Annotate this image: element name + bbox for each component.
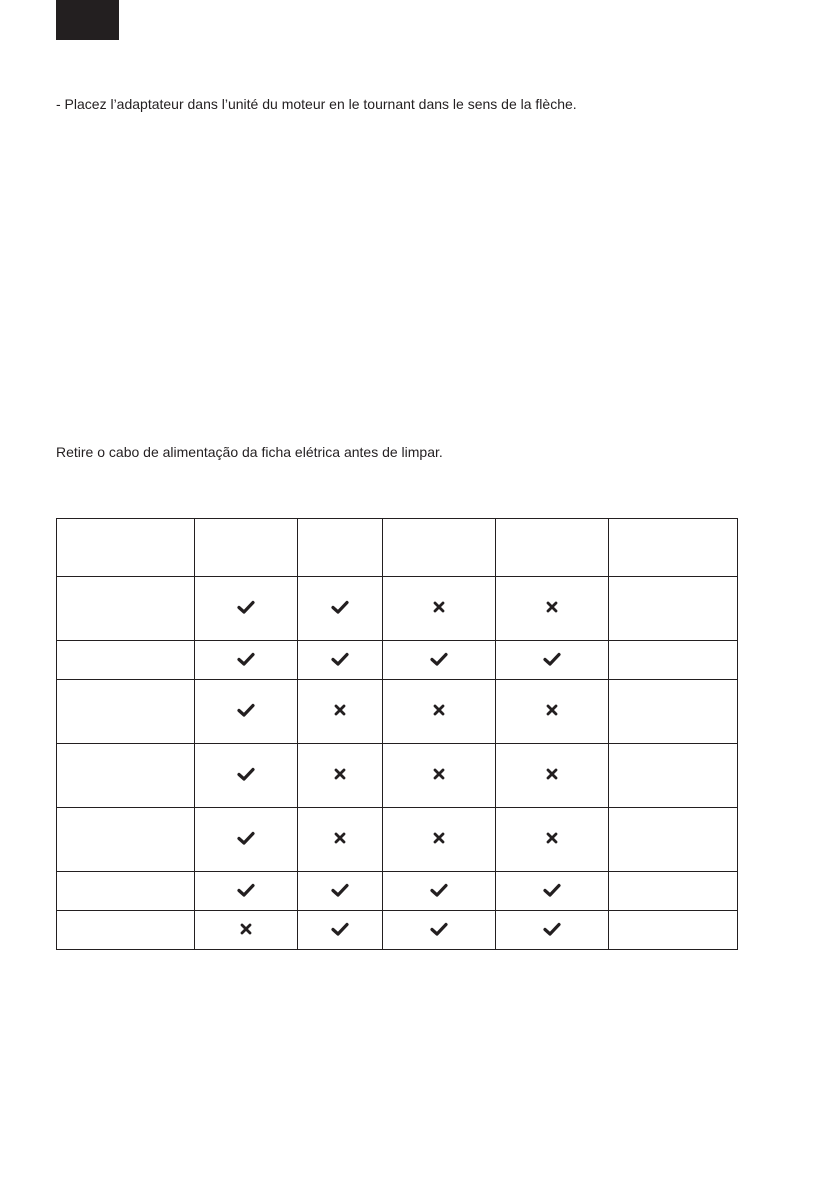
mark-cell — [195, 680, 298, 744]
mark-cell — [383, 641, 496, 680]
row-note-cell — [609, 911, 738, 950]
check-icon — [236, 649, 256, 669]
row-label-cell — [57, 577, 195, 641]
mark-cell — [298, 744, 383, 808]
cross-icon — [330, 764, 350, 784]
mark-cell — [298, 680, 383, 744]
mark-cell — [195, 872, 298, 911]
row-label-cell — [57, 744, 195, 808]
mark-cell — [496, 680, 609, 744]
table-header-cell — [57, 519, 195, 577]
check-icon — [542, 880, 562, 900]
table-header-cell — [195, 519, 298, 577]
row-note-cell — [609, 872, 738, 911]
row-note-cell — [609, 577, 738, 641]
row-label-cell — [57, 911, 195, 950]
check-icon — [236, 764, 256, 784]
check-icon — [330, 597, 350, 617]
check-icon — [429, 649, 449, 669]
cross-icon — [236, 919, 256, 939]
check-icon — [429, 880, 449, 900]
mark-cell — [298, 641, 383, 680]
table-row — [57, 911, 738, 950]
table-row — [57, 577, 738, 641]
table-row — [57, 872, 738, 911]
check-icon — [330, 919, 350, 939]
mark-cell — [298, 872, 383, 911]
mark-cell — [195, 744, 298, 808]
cross-icon — [330, 700, 350, 720]
cross-icon — [429, 764, 449, 784]
mark-cell — [496, 872, 609, 911]
cross-icon — [429, 597, 449, 617]
mark-cell — [195, 641, 298, 680]
row-label-cell — [57, 680, 195, 744]
check-icon — [330, 649, 350, 669]
table-row — [57, 641, 738, 680]
row-label-cell — [57, 641, 195, 680]
check-icon — [236, 700, 256, 720]
mark-cell — [496, 744, 609, 808]
check-icon — [236, 828, 256, 848]
row-note-cell — [609, 680, 738, 744]
cross-icon — [330, 828, 350, 848]
cross-icon — [542, 764, 562, 784]
row-label-cell — [57, 808, 195, 872]
row-label-cell — [57, 872, 195, 911]
row-note-cell — [609, 744, 738, 808]
row-note-cell — [609, 808, 738, 872]
table-header-row — [57, 519, 738, 577]
cross-icon — [542, 597, 562, 617]
mark-cell — [383, 808, 496, 872]
table-header-cell — [298, 519, 383, 577]
mark-cell — [383, 872, 496, 911]
table-row — [57, 680, 738, 744]
mark-cell — [383, 680, 496, 744]
adapter-instruction-text: - Placez l’adaptateur dans l’unité du moteur en le tournant dans le sens de la flèche. — [56, 96, 577, 112]
mark-cell — [195, 808, 298, 872]
mark-cell — [496, 577, 609, 641]
cleaning-warning-text: Retire o cabo de alimentação da ficha elétrica antes de limpar. — [56, 444, 443, 460]
check-icon — [542, 919, 562, 939]
mark-cell — [383, 577, 496, 641]
mark-cell — [195, 911, 298, 950]
check-icon — [330, 880, 350, 900]
cross-icon — [429, 828, 449, 848]
mark-cell — [298, 911, 383, 950]
check-icon — [542, 649, 562, 669]
cross-icon — [542, 700, 562, 720]
cross-icon — [429, 700, 449, 720]
mark-cell — [383, 744, 496, 808]
table-header-cell — [496, 519, 609, 577]
check-icon — [429, 919, 449, 939]
table-row — [57, 808, 738, 872]
mark-cell — [298, 808, 383, 872]
compatibility-table — [56, 518, 738, 950]
mark-cell — [383, 911, 496, 950]
check-icon — [236, 880, 256, 900]
row-note-cell — [609, 641, 738, 680]
page-tab-marker — [56, 0, 119, 40]
mark-cell — [496, 911, 609, 950]
table-row — [57, 744, 738, 808]
mark-cell — [298, 577, 383, 641]
table-header-cell — [383, 519, 496, 577]
mark-cell — [496, 808, 609, 872]
cross-icon — [542, 828, 562, 848]
mark-cell — [496, 641, 609, 680]
mark-cell — [195, 577, 298, 641]
check-icon — [236, 597, 256, 617]
table-header-cell — [609, 519, 738, 577]
